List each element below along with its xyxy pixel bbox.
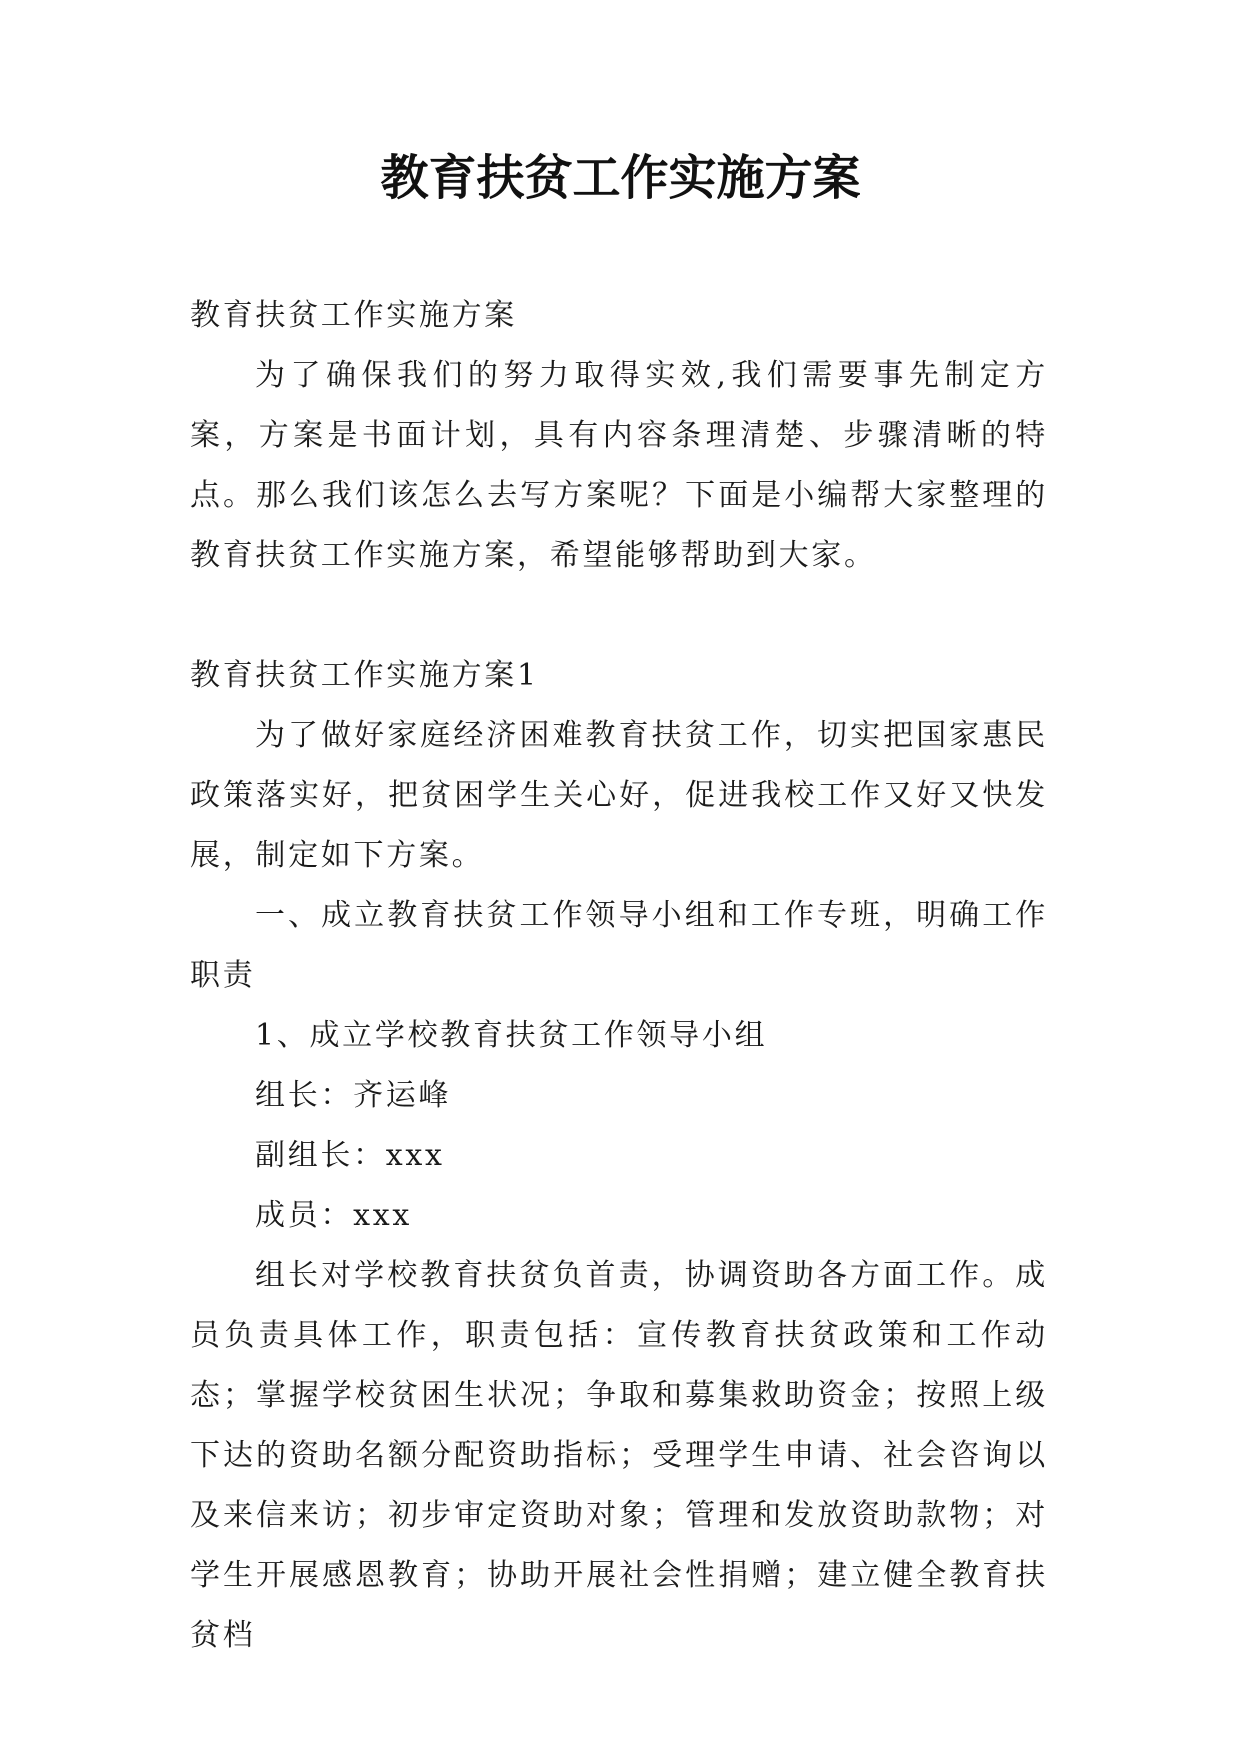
intro-paragraph: 为了确保我们的努力取得实效,我们需要事先制定方案，方案是书面计划，具有内容条理清楚、步骤清晰的特点。那么我们该怎么去写方案呢？下面是小编帮大家整理的教育扶贫工作实施方案，希望能够帮助到大家。 — [190, 358, 1048, 573]
intro-heading: 教育扶贫工作实施方案 — [190, 298, 517, 333]
document-body — [190, 286, 1048, 1666]
section-spacer — [190, 586, 1048, 646]
document-title: 教育扶贫工作实施方案 — [380, 150, 861, 206]
duties-paragraph: 组长对学校教育扶贫负首责，协调资助各方面工作。成员负责具体工作，职责包括：宣传教育扶贫政策和工作动态；掌握学校贫困生状况；争取和募集救助资金；按照上级下达的资助名额分配资助指标；受理学生申请、社会咨询以及来信来访；初步审定资助对象；管理和发放资助款物；对学生开展感恩教育；协助开展社会性捐赠；建立健全教育扶贫档 — [190, 1258, 1048, 1653]
members-line: 成员：xxx — [255, 1198, 412, 1233]
section1-paragraph: 为了做好家庭经济困难教育扶贫工作，切实把国家惠民政策落实好，把贫困学生关心好，促进我校工作又好又快发展，制定如下方案。 — [190, 718, 1048, 873]
section1-heading: 教育扶贫工作实施方案1 — [190, 658, 539, 693]
leader-line: 组长：齐运峰 — [255, 1078, 452, 1113]
deputy-leader-line: 副组长：xxx — [255, 1138, 445, 1173]
item-one-heading: 一、成立教育扶贫工作领导小组和工作专班，明确工作职责 — [190, 898, 1048, 993]
item-one-subheading: 1、成立学校教育扶贫工作领导小组 — [255, 1018, 768, 1053]
